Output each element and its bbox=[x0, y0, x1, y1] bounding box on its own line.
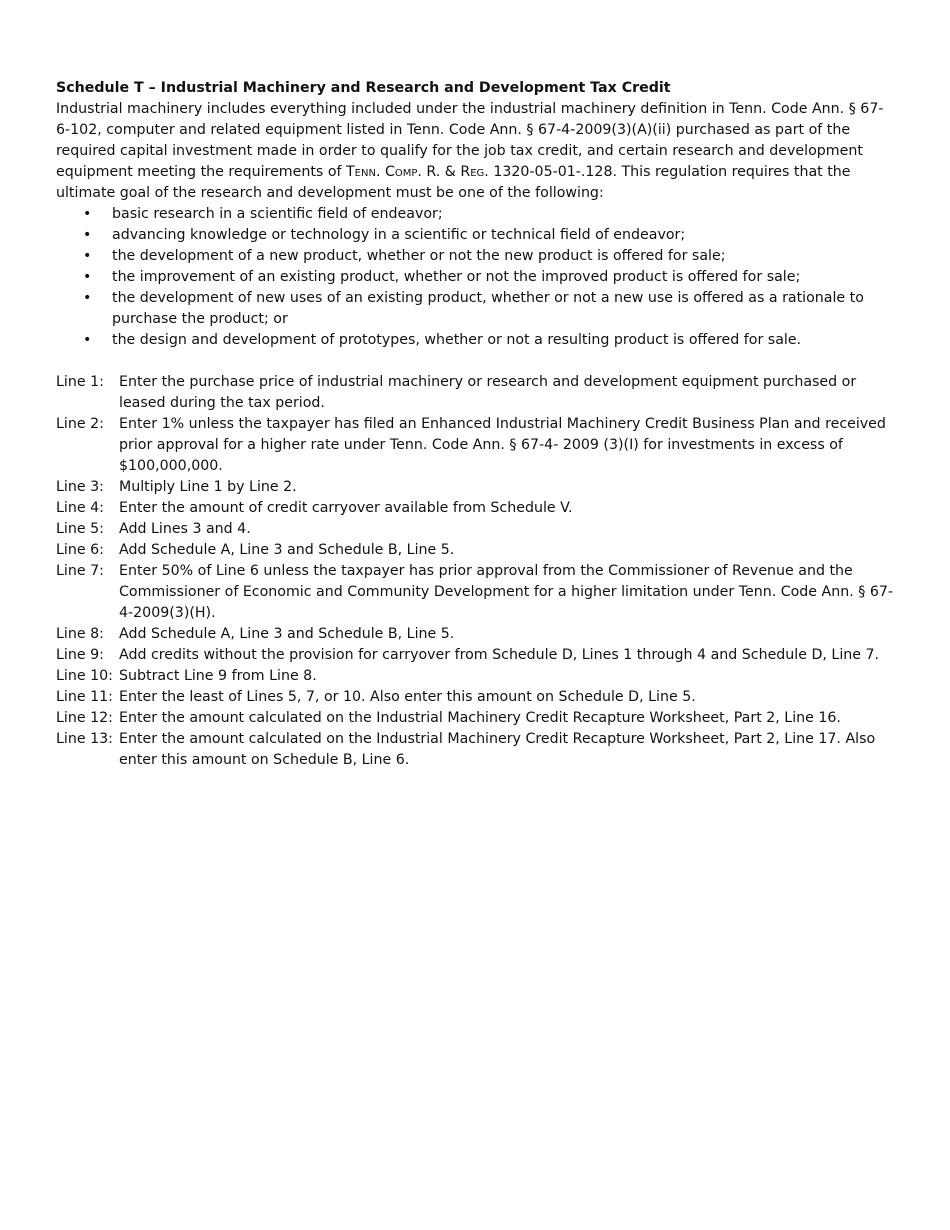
line-text: Add credits without the provision for carryover from Schedule D, Lines 1 through 4 and Schedule D, Line 7. bbox=[119, 647, 880, 663]
list-item bbox=[56, 330, 894, 351]
bullet-icon: • bbox=[83, 269, 92, 285]
line-label: Line 11: bbox=[56, 689, 113, 705]
list-item-text: the design and development of prototypes, whether or not a resulting product is offered for sale. bbox=[112, 332, 802, 348]
line-instruction-1 bbox=[56, 372, 894, 414]
line-label: Line 13: bbox=[56, 731, 113, 747]
line-text: Enter the amount calculated on the Industrial Machinery Credit Recapture Worksheet, Part 2, Line 17. Also enter this amount on Schedule B, Line 6. bbox=[119, 731, 876, 768]
line-label: Line 12: bbox=[56, 710, 113, 726]
line-label: Line 9: bbox=[56, 647, 104, 663]
line-instructions bbox=[56, 372, 894, 771]
line-instruction-10 bbox=[56, 666, 894, 687]
line-instruction-7 bbox=[56, 561, 894, 624]
bullet-icon: • bbox=[83, 290, 92, 306]
line-text: Multiply Line 1 by Line 2. bbox=[119, 479, 297, 495]
line-label: Line 6: bbox=[56, 542, 104, 558]
line-instruction-3 bbox=[56, 477, 894, 498]
line-label: Line 7: bbox=[56, 563, 104, 579]
bullet-icon: • bbox=[83, 332, 92, 348]
line-instruction-4 bbox=[56, 498, 894, 519]
line-instruction-5 bbox=[56, 519, 894, 540]
list-item-text: basic research in a scientific field of endeavor; bbox=[112, 206, 443, 222]
schedule-title: Schedule T – Industrial Machinery and Research and Development Tax Credit bbox=[56, 80, 671, 96]
intro-paragraph bbox=[56, 99, 894, 204]
bullet-icon: • bbox=[83, 227, 92, 243]
line-label: Line 5: bbox=[56, 521, 104, 537]
line-instruction-13 bbox=[56, 729, 894, 771]
line-text: Enter the amount calculated on the Industrial Machinery Credit Recapture Worksheet, Part 2, Line 16. bbox=[119, 710, 841, 726]
bullet-icon: • bbox=[83, 248, 92, 264]
line-instruction-9 bbox=[56, 645, 894, 666]
list-item-text: the improvement of an existing product, whether or not the improved product is offered for sale; bbox=[112, 269, 801, 285]
bullet-icon: • bbox=[83, 206, 92, 222]
line-label: Line 3: bbox=[56, 479, 104, 495]
list-item bbox=[56, 267, 894, 288]
list-item bbox=[56, 204, 894, 225]
line-text: Add Schedule A, Line 3 and Schedule B, Line 5. bbox=[119, 626, 455, 642]
line-instruction-2 bbox=[56, 414, 894, 477]
list-item-text: the development of a new product, whether or not the new product is offered for sale; bbox=[112, 248, 726, 264]
line-text: Enter the amount of credit carryover available from Schedule V. bbox=[119, 500, 573, 516]
line-label: Line 4: bbox=[56, 500, 104, 516]
line-instruction-6 bbox=[56, 540, 894, 561]
line-text: Enter the least of Lines 5, 7, or 10. Also enter this amount on Schedule D, Line 5. bbox=[119, 689, 696, 705]
line-text: Enter 50% of Line 6 unless the taxpayer has prior approval from the Commissioner of Revenue and the Commissioner of Economic and Community Development for a higher limitation under Tenn. Code Ann. § 67-4-2009(3)(H). bbox=[119, 563, 894, 621]
intro-text-part1: Industrial machinery includes everything included under the industrial machinery definition in Tenn. Code Ann. § 67-6-102, computer and related equipment listed in Tenn. Code Ann. § 67-4-2009(3)(A)(ii) purchased as part of the required capital investment made in order to qualify for the job tax credit, and certain research and development equipment meeting the requirements of bbox=[56, 101, 884, 180]
line-instruction-8 bbox=[56, 624, 894, 645]
line-label: Line 8: bbox=[56, 626, 104, 642]
list-item-text: advancing knowledge or technology in a scientific or technical field of endeavor; bbox=[112, 227, 686, 243]
line-text: Enter 1% unless the taxpayer has filed an Enhanced Industrial Machinery Credit Business Plan and received prior approval for a higher rate under Tenn. Code Ann. § 67-4- 2009 (3)(I) for investments in excess of $100,000,000. bbox=[119, 416, 886, 474]
line-instruction-11 bbox=[56, 687, 894, 708]
list-item bbox=[56, 288, 894, 330]
research-goals-list bbox=[56, 204, 894, 351]
regulation-citation: Tenn. Comp. R. & Reg. bbox=[346, 164, 489, 180]
line-text: Add Schedule A, Line 3 and Schedule B, Line 5. bbox=[119, 542, 455, 558]
list-item bbox=[56, 225, 894, 246]
line-label: Line 1: bbox=[56, 374, 104, 390]
line-instruction-12 bbox=[56, 708, 894, 729]
list-item bbox=[56, 246, 894, 267]
line-label: Line 2: bbox=[56, 416, 104, 432]
line-text: Enter the purchase price of industrial machinery or research and development equipment purchased or leased during the tax period. bbox=[119, 374, 857, 411]
list-item-text: the development of new uses of an existing product, whether or not a new use is offered as a rationale to purchase the product; or bbox=[112, 290, 864, 327]
line-text: Subtract Line 9 from Line 8. bbox=[119, 668, 317, 684]
intro-text-part2: 1320-05-01-.128. This regulation requires that the ultimate goal of the research and development must be one of the following: bbox=[56, 164, 851, 201]
line-label: Line 10: bbox=[56, 668, 113, 684]
line-text: Add Lines 3 and 4. bbox=[119, 521, 251, 537]
